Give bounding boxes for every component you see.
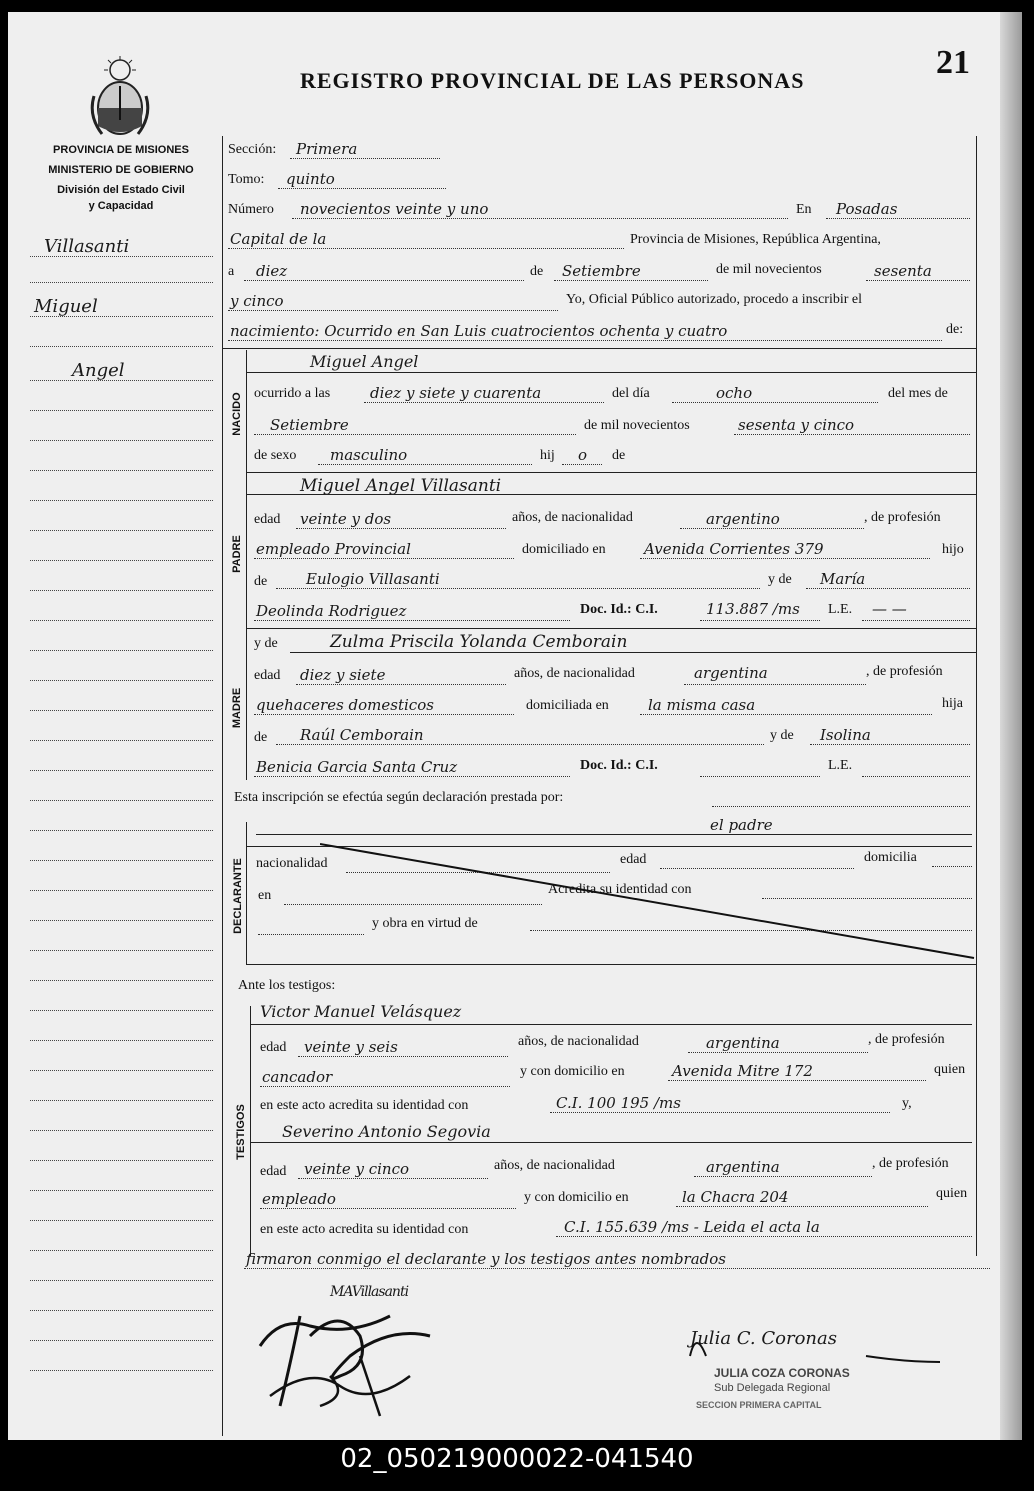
madre-anios-label: años, de nacionalidad bbox=[514, 666, 635, 681]
nacido-section-label: NACIDO bbox=[231, 392, 243, 436]
declarante-nacionalidad-label: nacionalidad bbox=[256, 856, 328, 871]
nacido-mes: Setiembre bbox=[270, 416, 349, 434]
madre-madre-de-2: Benicia Garcia Santa Cruz bbox=[256, 758, 458, 776]
madre-madre-de-1: Isolina bbox=[820, 726, 871, 744]
de-colon-label: de: bbox=[946, 322, 964, 337]
anio-value-2: y cinco bbox=[230, 292, 284, 310]
en-label: En bbox=[796, 202, 812, 217]
province-label: PROVINCIA DE MISIONES bbox=[53, 144, 189, 156]
hij-value: o bbox=[578, 446, 588, 464]
declaracion-text: Esta inscripción se efectúa según declaración prestada por: bbox=[234, 790, 564, 805]
padre-doc: 113.887 /ms bbox=[706, 600, 800, 618]
numero-label: Número bbox=[228, 202, 274, 217]
padre-nacionalidad: argentino bbox=[706, 510, 780, 528]
testigos-intro: Ante los testigos: bbox=[238, 978, 336, 993]
de-mil-label: de mil novecientos bbox=[716, 262, 822, 277]
stamp-name: JULIA COZA CORONAS bbox=[714, 1366, 850, 1380]
tomo-value: quinto bbox=[286, 170, 335, 188]
madre-le-label: L.E. bbox=[828, 758, 853, 773]
coat-of-arms-emblem bbox=[88, 56, 152, 140]
madre-padre-de: Raúl Cemborain bbox=[300, 726, 424, 744]
padre-domicilio: Avenida Corrientes 379 bbox=[644, 540, 824, 558]
declarante-nombre: el padre bbox=[710, 816, 773, 834]
madre-de-label: de bbox=[254, 730, 268, 745]
testigo1-y-label: y, bbox=[902, 1096, 912, 1111]
testigo2-domicilio-label: y con domicilio en bbox=[524, 1190, 629, 1205]
binding-shadow bbox=[1000, 12, 1022, 1440]
testigo1-domicilio-label: y con domicilio en bbox=[520, 1064, 625, 1079]
testigo2-quien-label: quien bbox=[936, 1186, 968, 1201]
de-label: de bbox=[530, 264, 544, 279]
tomo-label: Tomo: bbox=[228, 172, 265, 187]
footer-code: 02_050219000022-041540 bbox=[340, 1444, 694, 1474]
testigo2-anios-label: años, de nacionalidad bbox=[494, 1158, 615, 1173]
madre-domicilio: la misma casa bbox=[648, 696, 756, 714]
madre-section-label: MADRE bbox=[231, 687, 243, 729]
madre-doc-label: Doc. Id.: C.I. bbox=[580, 758, 658, 773]
madre-hija-label: hija bbox=[942, 696, 963, 711]
padre-madre-de-1: María bbox=[820, 570, 866, 588]
oficial-signature-flourish bbox=[686, 1326, 946, 1366]
testigo1-anios-label: años, de nacionalidad bbox=[518, 1034, 639, 1049]
stamp-section: SECCION PRIMERA CAPITAL bbox=[696, 1400, 822, 1410]
padre-nombre: Miguel Angel Villasanti bbox=[300, 476, 502, 496]
madre-y-de-label: y de bbox=[254, 636, 278, 651]
testigo1-doc: C.I. 100 195 /ms bbox=[556, 1094, 681, 1112]
testigo2-nombre: Severino Antonio Segovia bbox=[282, 1122, 491, 1141]
declarante-section-label: DECLARANTE bbox=[232, 858, 244, 934]
declarante-edad-label: edad bbox=[620, 852, 647, 867]
oficial-signature: Julia C. Coronas bbox=[690, 1328, 837, 1349]
testigo1-profesion: cancador bbox=[262, 1068, 333, 1086]
padre-le-label: L.E. bbox=[828, 602, 853, 617]
madre-nacionalidad: argentina bbox=[694, 664, 768, 682]
testigo1-nombre: Victor Manuel Velásquez bbox=[260, 1002, 462, 1021]
testigo2-edad: veinte y cinco bbox=[304, 1160, 410, 1178]
padre-madre-de-2: Deolinda Rodriguez bbox=[256, 602, 407, 620]
seccion-label: Sección: bbox=[228, 142, 277, 157]
lugar-value: Capital de la bbox=[230, 230, 327, 248]
en-value: Posadas bbox=[836, 200, 898, 218]
madre-nombre: Zulma Priscila Yolanda Cemborain bbox=[330, 632, 628, 652]
padre-padre-de: Eulogio Villasanti bbox=[306, 570, 440, 588]
testigo1-quien-label: quien bbox=[934, 1062, 966, 1077]
madre-y-de2-label: y de bbox=[770, 728, 794, 743]
document-title: REGISTRO PROVINCIAL DE LAS PERSONAS bbox=[300, 68, 805, 93]
madre-edad-label: edad bbox=[254, 668, 281, 683]
testigo2-profesion: empleado bbox=[262, 1190, 336, 1208]
witness-signatures bbox=[240, 1296, 440, 1426]
margin-surname: Villasanti bbox=[44, 236, 130, 257]
strike-through-line bbox=[320, 842, 976, 962]
padre-edad-label: edad bbox=[254, 512, 281, 527]
testigo2-doc: C.I. 155.639 /ms - Leida el acta la bbox=[564, 1218, 820, 1236]
del-dia-label: del día bbox=[612, 386, 650, 401]
nacido-de-label: de bbox=[612, 448, 626, 463]
capacity-label: y Capacidad bbox=[88, 200, 154, 212]
page-number: 21 bbox=[936, 44, 970, 81]
testigo1-edad-label: edad bbox=[260, 1040, 287, 1055]
hecho-value: nacimiento: Ocurrido en San Luis cuatrocientos ochenta y cuatro bbox=[230, 322, 728, 340]
testigo2-nacionalidad: argentina bbox=[706, 1158, 780, 1176]
sexo-value: masculino bbox=[330, 446, 408, 464]
declarante-acredita-label: Acredita su identidad con bbox=[548, 882, 692, 897]
nacido-anio: sesenta y cinco bbox=[738, 416, 855, 434]
padre-doc-label: Doc. Id.: C.I. bbox=[580, 602, 658, 617]
testigo1-nacionalidad: argentina bbox=[706, 1034, 780, 1052]
padre-profesion: empleado Provincial bbox=[256, 540, 411, 558]
declarante-en-label: en bbox=[258, 888, 272, 903]
dia-value: diez bbox=[256, 262, 288, 280]
stamp-role: Sub Delegada Regional bbox=[714, 1382, 831, 1394]
testigo2-domicilio: la Chacra 204 bbox=[682, 1188, 789, 1206]
testigo1-profesion-label: , de profesión bbox=[868, 1032, 945, 1047]
testigo1-domicilio: Avenida Mitre 172 bbox=[672, 1062, 813, 1080]
sexo-label: de sexo bbox=[254, 448, 297, 463]
declarante-signature: MAVillasanti bbox=[330, 1284, 409, 1300]
padre-profesion-label: , de profesión bbox=[864, 510, 941, 525]
padre-le: — — bbox=[872, 600, 907, 618]
cierre-text: firmaron conmigo el declarante y los testigos antes nombrados bbox=[246, 1250, 726, 1268]
testigos-section-label: TESTIGOS bbox=[235, 1104, 247, 1160]
declarante-obra-label: y obra en virtud de bbox=[372, 916, 478, 931]
anio-value-1: sesenta bbox=[874, 262, 932, 280]
nacido-nombre: Miguel Angel bbox=[310, 352, 419, 371]
provincia-text: Provincia de Misiones, República Argentina, bbox=[630, 232, 881, 247]
ocurrido-label: ocurrido a las bbox=[254, 386, 331, 401]
padre-de-label: de bbox=[254, 574, 268, 589]
margin-second-name: Angel bbox=[72, 360, 125, 381]
numero-value: novecientos veinte y uno bbox=[300, 200, 489, 218]
ministry-label: MINISTERIO DE GOBIERNO bbox=[48, 164, 194, 176]
testigo2-acredita-label: en este acto acredita su identidad con bbox=[260, 1222, 469, 1237]
margin-first-name: Miguel bbox=[34, 296, 98, 317]
seccion-value: Primera bbox=[296, 140, 358, 158]
padre-section-label: PADRE bbox=[231, 535, 243, 573]
division-label: División del Estado Civil bbox=[57, 184, 185, 196]
del-mes-label: del mes de bbox=[888, 386, 948, 401]
oficial-text: Yo, Oficial Público autorizado, procedo a inscribir el bbox=[566, 292, 863, 307]
padre-y-de-label: y de bbox=[768, 572, 792, 587]
madre-edad: diez y siete bbox=[300, 666, 386, 684]
testigo1-edad: veinte y seis bbox=[304, 1038, 398, 1056]
testigo1-acredita-label: en este acto acredita su identidad con bbox=[260, 1098, 469, 1113]
padre-anios-label: años, de nacionalidad bbox=[512, 510, 633, 525]
padre-edad: veinte y dos bbox=[300, 510, 392, 528]
testigo2-edad-label: edad bbox=[260, 1164, 287, 1179]
padre-hijo-label: hijo bbox=[942, 542, 964, 557]
a-label: a bbox=[228, 264, 235, 279]
madre-domiciliada-label: domiciliada en bbox=[526, 698, 609, 713]
hij-label: hij bbox=[540, 448, 555, 463]
hora-value: diez y siete y cuarenta bbox=[370, 384, 542, 402]
padre-domiciliado-label: domiciliado en bbox=[522, 542, 606, 557]
madre-profesion: quehaceres domesticos bbox=[256, 696, 434, 714]
madre-profesion-label: , de profesión bbox=[866, 664, 943, 679]
testigo2-profesion-label: , de profesión bbox=[872, 1156, 949, 1171]
mes-value: Setiembre bbox=[562, 262, 641, 280]
nacido-de-mil-label: de mil novecientos bbox=[584, 418, 690, 433]
nacido-dia: ocho bbox=[716, 384, 753, 402]
declarante-domicilia-label: domicilia bbox=[864, 850, 917, 865]
